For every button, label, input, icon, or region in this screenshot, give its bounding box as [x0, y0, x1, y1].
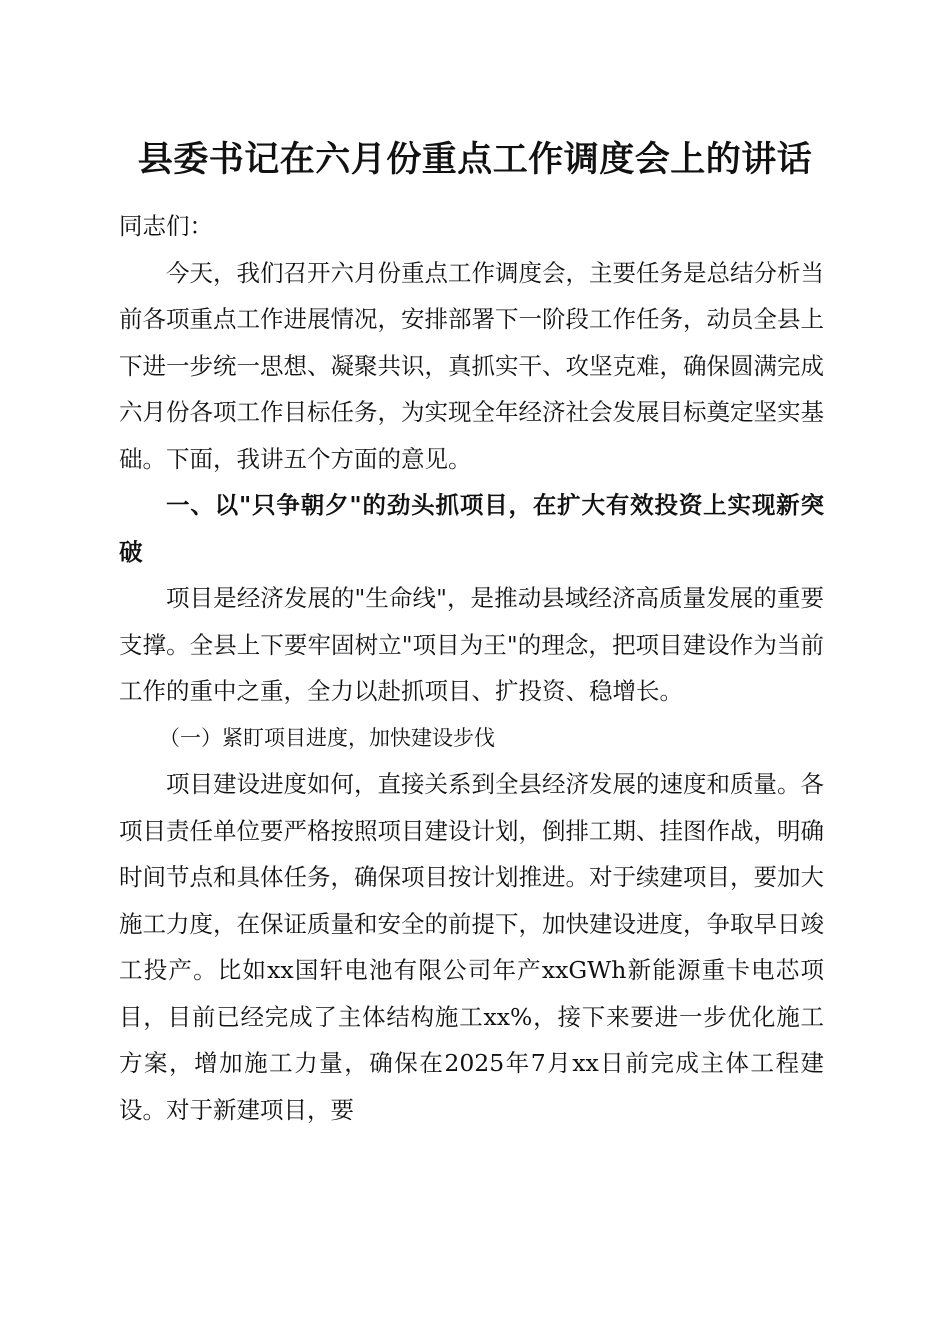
- document-body: [119, 203, 824, 1133]
- document-title: 县委书记在六月份重点工作调度会上的讲话: [137, 140, 813, 180]
- section-1-intro: 项目是经济发展的"生命线"，是推动县域经济高质量发展的重要支撑。全县上下要牢固树立"项目为王"的理念，把项目建设作为当前工作的重中之重，全力以赴抓项目、扩投资、稳增长。: [119, 584, 824, 705]
- subsection-1-text: 项目建设进度如何，直接关系到全县经济发展的速度和质量。各项目责任单位要严格按照项目建设计划，倒排工期、挂图作战，明确时间节点和具体任务，确保项目按计划推进。对于续建项目，要加大施工力度，在保证质量和安全的前提下，加快建设进度，争取早日竣工投产。比如xx国轩电池有限公司年产xxGWh新能源重卡电芯项目，目前已经完成了主体结构施工xx%，接下来要进一步优化施工方案，增加施工力量，确保在2025年7月xx日前完成主体工程建设。对于新建项目，要: [119, 770, 824, 1124]
- salutation: 同志们：: [119, 212, 213, 240]
- opening-paragraph: 今天，我们召开六月份重点工作调度会，主要任务是总结分析当前各项重点工作进展情况，安排部署下一阶段工作任务，动员全县上下进一步统一思想、凝聚共识，真抓实干、攻坚克难，确保圆满完成六月份各项工作目标任务，为实现全年经济社会发展目标奠定坚实基础。下面，我讲五个方面的意见。: [119, 258, 824, 473]
- section-heading-1: 一、以"只争朝夕"的劲头抓项目，在扩大有效投资上实现新突破: [119, 491, 824, 566]
- subsection-heading-1: （一）紧盯项目进度，加快建设步伐: [159, 725, 495, 750]
